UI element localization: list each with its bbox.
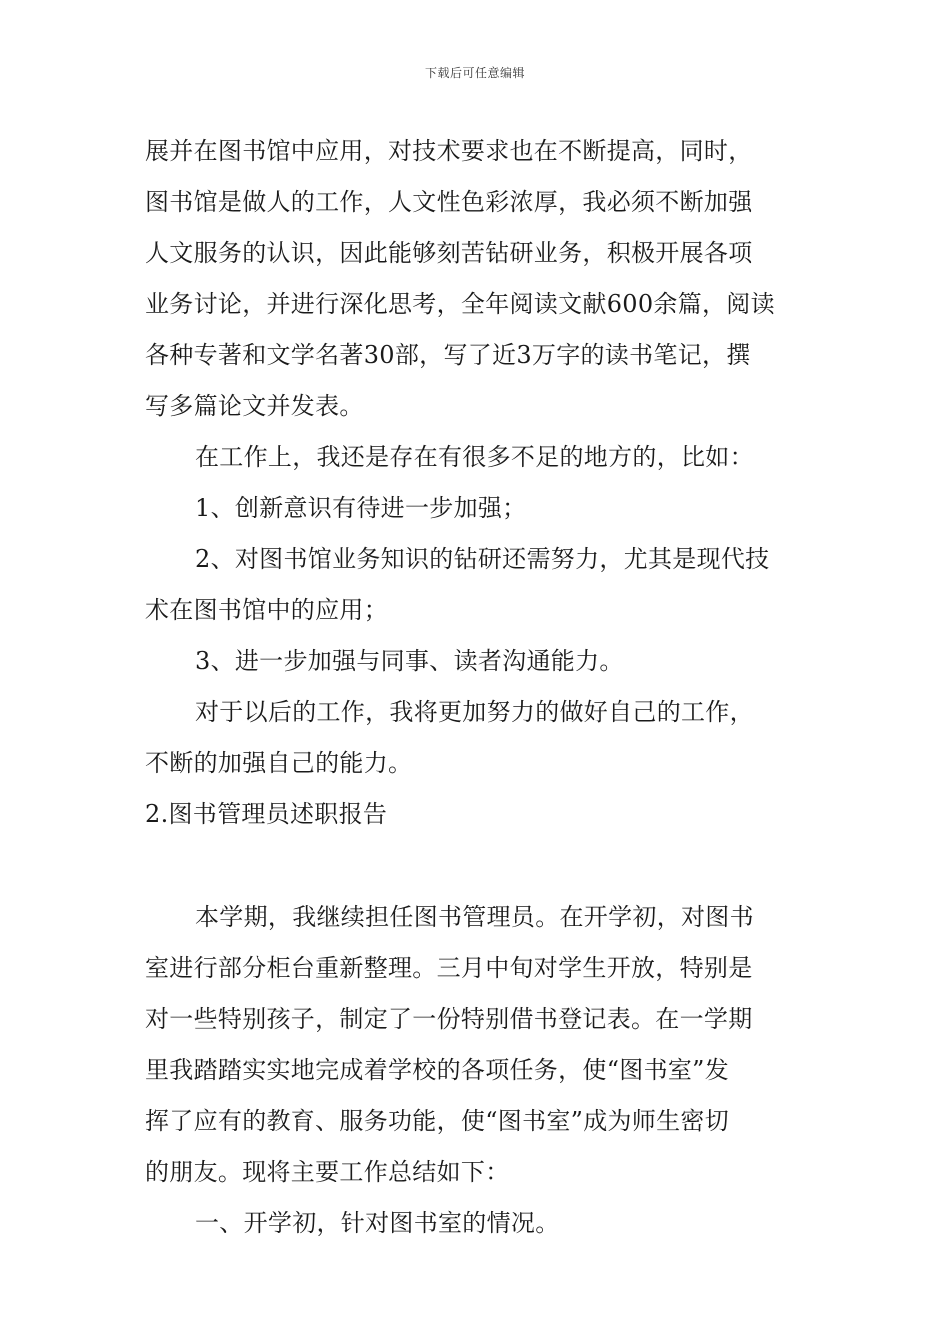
page-header: 下载后可任意编辑: [424, 66, 525, 80]
text-line: 的朋友。现将主要工作总结如下：: [145, 1158, 510, 1186]
section-heading: 2.图书管理员述职报告: [145, 800, 388, 828]
text-line: 不断的加强自己的能力。: [145, 749, 413, 777]
text-line: 室进行部分柜台重新整理。三月中旬对学生开放，特别是: [145, 954, 753, 982]
text-line: 2、对图书馆业务知识的钻研还需努力，尤其是现代技: [195, 545, 770, 573]
text-line: 业务讨论，并进行深化思考，全年阅读文献600余篇，阅读: [145, 290, 775, 318]
list-item-2: [145, 534, 807, 636]
text-line: 人文服务的认识，因此能够刻苦钻研业务，积极开展各项: [145, 239, 753, 267]
text-line: 写多篇论文并发表。: [145, 392, 364, 420]
paragraph-reading-summary: [145, 126, 807, 432]
list-item-1: 1、创新意识有待进一步加强；: [195, 494, 527, 522]
document-body: [145, 126, 807, 1249]
text-line: 展并在图书馆中应用，对技术要求也在不断提高，同时，: [145, 137, 753, 165]
text-line: 里我踏踏实实地完成着学校的各项任务，使“图书室”发: [145, 1056, 730, 1084]
subsection-heading: 一、开学初，针对图书室的情况。: [195, 1209, 560, 1237]
text-line: 图书馆是做人的工作，人文性色彩浓厚，我必须不断加强: [145, 188, 753, 216]
text-line: 挥了应有的教育、服务功能，使“图书室”成为师生密切: [145, 1107, 730, 1135]
paragraph-shortcomings-intro: 在工作上，我还是存在有很多不足的地方的，比如：: [195, 443, 754, 471]
paragraph-semester-report: [145, 892, 807, 1198]
text-line: 各种专著和文学名著30部，写了近3万字的读书笔记，撰: [145, 341, 751, 369]
text-line: 术在图书馆中的应用；: [145, 596, 388, 624]
text-line: 对于以后的工作，我将更加努力的做好自己的工作，: [195, 698, 754, 726]
list-item-3: 3、进一步加强与同事、读者沟通能力。: [195, 647, 624, 675]
text-line: 对一些特别孩子，制定了一份特别借书登记表。在一学期: [145, 1005, 753, 1033]
text-line: 本学期，我继续担任图书管理员。在开学初，对图书: [195, 903, 754, 931]
paragraph-future-work: [145, 687, 807, 789]
